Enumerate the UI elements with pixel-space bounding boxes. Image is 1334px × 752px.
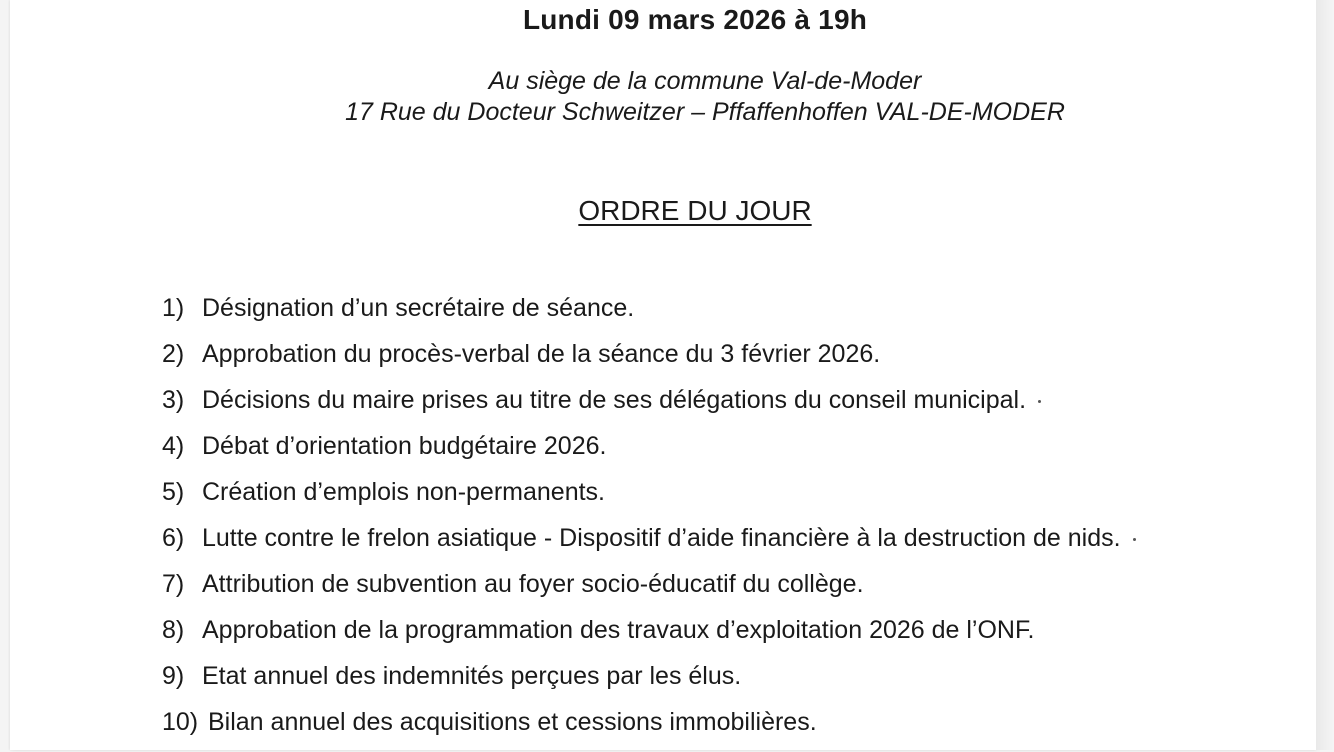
- page-edge-shadow: [1316, 0, 1334, 750]
- agenda-item-text: Décisions du maire prises au titre de ses délégations du conseil municipal.: [202, 386, 1027, 414]
- agenda-item-text: Désignation d’un secrétaire de séance.: [202, 294, 635, 322]
- agenda-item: [162, 292, 1136, 338]
- agenda-item-text: Approbation du procès-verbal de la séance du 3 février 2026.: [202, 340, 881, 368]
- agenda-title: [10, 195, 1334, 227]
- agenda-item-number: 5): [162, 478, 185, 506]
- agenda-item-number: 8): [162, 616, 185, 644]
- agenda-item-number: 4): [162, 432, 185, 460]
- scan-speck: [1038, 400, 1041, 403]
- document-page: [10, 0, 1316, 750]
- agenda-item-number: 3): [162, 386, 185, 414]
- agenda-item: [162, 706, 1136, 752]
- agenda-item-number: 7): [162, 570, 185, 598]
- agenda-item-text: Création d’emplois non-permanents.: [202, 478, 605, 506]
- agenda-item-text: Lutte contre le frelon asiatique - Dispositif d’aide financière à la destruction de nids.: [202, 524, 1121, 552]
- agenda-item: [162, 430, 1136, 476]
- agenda-item: [162, 568, 1136, 614]
- agenda-item-number: 9): [162, 662, 185, 690]
- agenda-item-text: Bilan annuel des acquisitions et cessions immobilières.: [208, 708, 817, 736]
- agenda-item: [162, 338, 1136, 384]
- agenda-item-number: 10): [162, 708, 199, 736]
- agenda-item-number: 1): [162, 294, 185, 322]
- agenda-item-number: 6): [162, 524, 185, 552]
- meeting-date: Lundi 09 mars 2026 à 19h: [522, 4, 868, 35]
- agenda-item: [162, 384, 1136, 430]
- agenda-item-text: Attribution de subvention au foyer socio-éducatif du collège.: [202, 570, 864, 598]
- agenda-list: [162, 292, 1136, 752]
- agenda-item: [162, 522, 1136, 568]
- scan-speck: [1133, 538, 1136, 541]
- location-line-1: Au siège de la commune Val-de-Moder: [488, 67, 922, 95]
- agenda-item: [162, 476, 1136, 522]
- meeting-location: [10, 66, 1334, 128]
- agenda-item-text: Débat d’orientation budgétaire 2026.: [202, 432, 607, 460]
- location-line-2: 17 Rue du Docteur Schweitzer – Pffaffenhoffen VAL-DE-MODER: [345, 98, 1065, 126]
- agenda-item: [162, 614, 1136, 660]
- agenda-title-text: ORDRE DU JOUR: [578, 195, 812, 226]
- agenda-item-text: Etat annuel des indemnités perçues par les élus.: [202, 662, 742, 690]
- agenda-item: [162, 660, 1136, 706]
- agenda-item-text: Approbation de la programmation des travaux d’exploitation 2026 de l’ONF.: [202, 616, 1035, 644]
- agenda-item-number: 2): [162, 340, 185, 368]
